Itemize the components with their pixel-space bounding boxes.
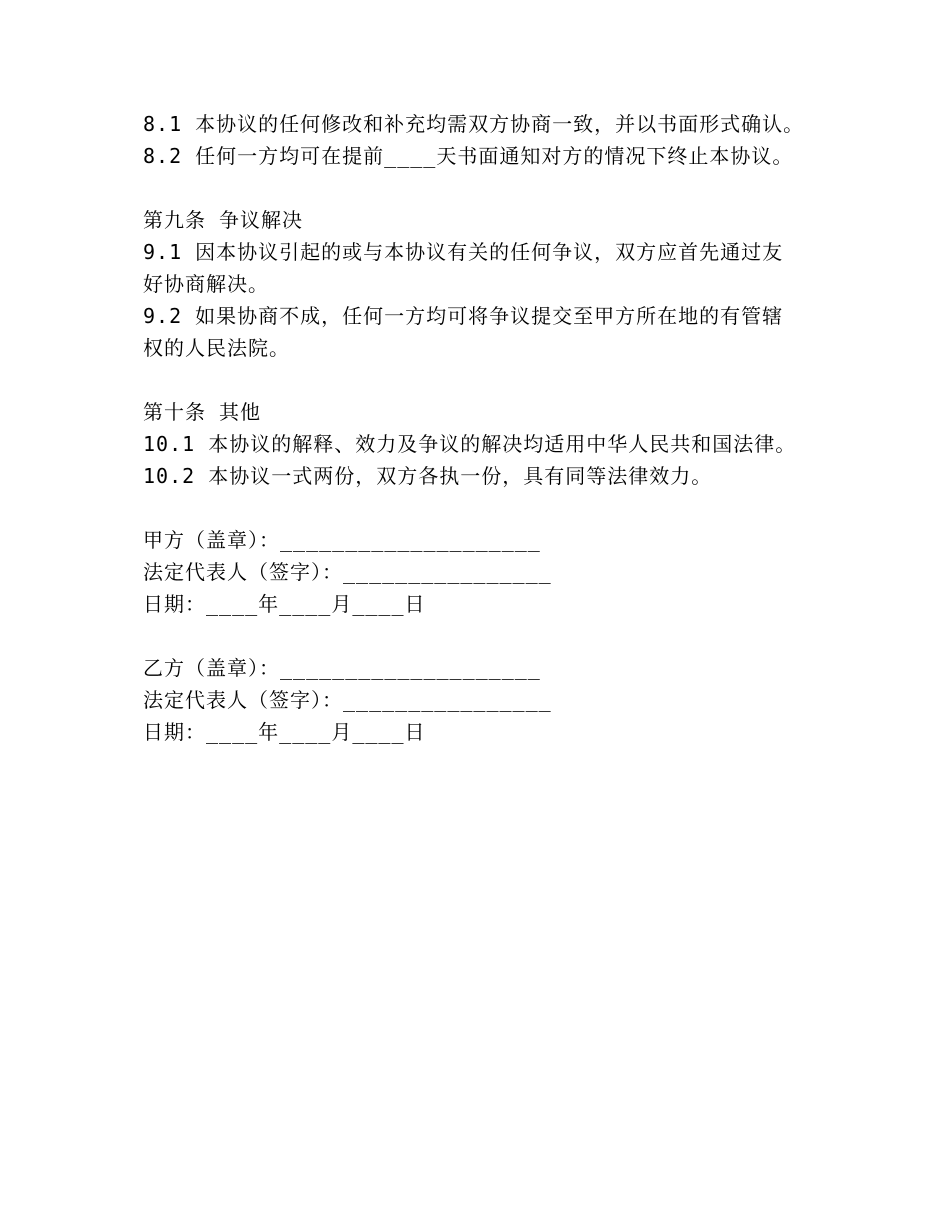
- document-page: [143, 108, 863, 748]
- paragraph-gap: [143, 172, 863, 204]
- party-a-date: 日期：____年____月____日: [143, 592, 426, 616]
- party-a-seal: 甲方（盖章）：____________________: [143, 528, 541, 552]
- clause-10-2: 10.2 本协议一式两份，双方各执一份，具有同等法律效力。: [143, 464, 713, 488]
- paragraph-gap: [143, 492, 863, 524]
- clause-9-2-continued: 权的人民法院。: [143, 336, 290, 360]
- clause-9-1: 9.1 因本协议引起的或与本协议有关的任何争议，双方应首先通过友: [143, 240, 784, 264]
- article-10-heading: 第十条 其他: [143, 400, 262, 424]
- clause-9-1-continued: 好协商解决。: [143, 272, 269, 296]
- paragraph-gap: [143, 364, 863, 396]
- party-a-representative: 法定代表人（签字）：________________: [143, 560, 552, 584]
- party-b-representative: 法定代表人（签字）：________________: [143, 688, 552, 712]
- clause-10-1: 10.1 本协议的解释、效力及争议的解决均适用中华人民共和国法律。: [143, 432, 797, 456]
- clause-8-2: 8.2 任何一方均可在提前____天书面通知对方的情况下终止本协议。: [143, 144, 794, 168]
- party-b-seal: 乙方（盖章）：____________________: [143, 656, 541, 680]
- article-9-heading: 第九条 争议解决: [143, 208, 304, 232]
- clause-8-1: 8.1 本协议的任何修改和补充均需双方协商一致，并以书面形式确认。: [143, 112, 805, 136]
- paragraph-gap: [143, 620, 863, 652]
- clause-9-2: 9.2 如果协商不成，任何一方均可将争议提交至甲方所在地的有管辖: [143, 304, 784, 328]
- party-b-date: 日期：____年____月____日: [143, 720, 426, 744]
